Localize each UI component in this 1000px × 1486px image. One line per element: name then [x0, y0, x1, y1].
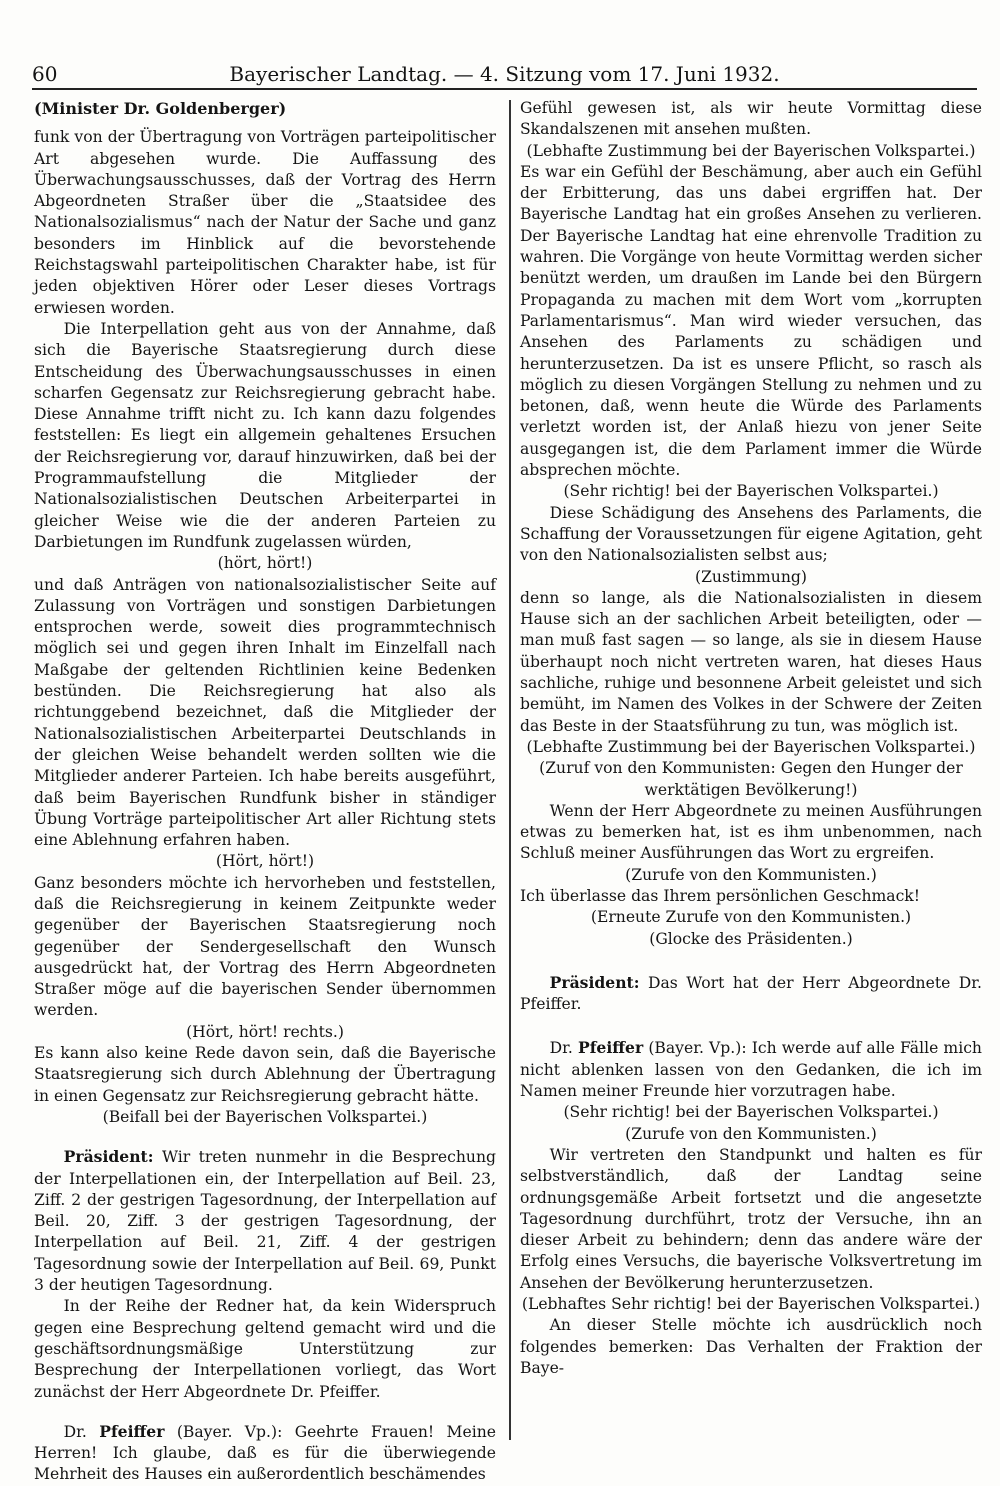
- speech-start: Dr. Pfeiffer (Bayer. Vp.): Ich werde auf alle Fälle mich nicht ablenken lassen von den Gedanken, die ich im Namen meiner Freunde hier vorzutragen habe.: [520, 1038, 982, 1101]
- interjection: (Beifall bei der Bayerischen Volkspartei.): [102, 1107, 428, 1126]
- speaker-label: Präsident:: [549, 972, 640, 992]
- speech-start: Dr. Pfeiffer (Bayer. Vp.): Geehrte Frauen! Meine Herren! Ich glaube, daß es für die überwiegende Mehrheit des Hauses ein außerordentlich beschämendes: [34, 1421, 496, 1484]
- paragraph: Es kann also keine Rede davon sein, daß die Bayerische Staatsregierung sich durch Ablehnung der Übertragung in einen Gegensatz zur Reichsregierung gebracht hätte.: [34, 1044, 496, 1105]
- interjection: (Zurufe von den Kommunisten.): [625, 1124, 877, 1143]
- interjection: (hört, hört!): [217, 554, 313, 573]
- paragraph: Ich überlasse das Ihrem persönlichen Geschmack!: [520, 886, 921, 905]
- speaker-heading: (Minister Dr. Goldenberger): [34, 99, 287, 118]
- president-statement: Präsident: Wir treten nunmehr in die Besprechung der Interpellationen ein, der Interpellation auf Beil. 23, Ziff. 2 der gestrigen Tagesordnung, der Interpellation auf Beil. 20, Ziff. 3 der gestrigen Tagesordnung, der Interpellation auf Beil. 21, Ziff. 4 der gestrigen Tagesordnung sowie der Interpellation auf Beil. 69, Punkt 3 der heutigen Tagesordnung.: [34, 1147, 496, 1295]
- interjection: (Hört, hört! rechts.): [186, 1022, 344, 1041]
- running-title: Bayerischer Landtag. — 4. Sitzung vom 17. Juni 1932.: [229, 62, 780, 86]
- speaker-name: Pfeiffer: [99, 1421, 165, 1441]
- interjection: (Lebhafte Zustimmung bei der Bayerischen Volkspartei.): [526, 141, 976, 160]
- interjection: (Hört, hört!): [215, 852, 315, 871]
- left-column: [34, 98, 496, 1484]
- page-number: 60: [32, 62, 58, 86]
- interjection: (Lebhaftes Sehr richtig! bei der Bayerischen Volkspartei.): [521, 1295, 981, 1314]
- paragraph: Wir vertreten den Standpunkt und halten es für selbstverständlich, daß der Landtag seine ordnungsgemäße Arbeit fortsetzt und die angesetzte Tagesordnung durchführt, trotz der Versuche, ihn an dieser Arbeit zu behindern; denn das andere wäre der Erfolg eines Versuchs, die bayerische Volksvertretung im Ansehen der Bevölkerung herunterzusetzen.: [520, 1145, 982, 1292]
- interjection: (Zustimmung): [695, 567, 807, 586]
- interjection: (Glocke des Präsidenten.): [649, 929, 853, 948]
- interjection: (Lebhafte Zustimmung bei der Bayerischen Volkspartei.): [526, 737, 976, 756]
- interjection: (Erneute Zurufe von den Kommunisten.): [590, 908, 912, 927]
- paragraph: Ganz besonders möchte ich hervorheben und feststellen, daß die Reichsregierung in keinem Zeitpunkte weder gegenüber der Bayerischen Staatsregierung noch gegenüber der Sendergesellschaft den Wunsch ausgedrückt hat, der Vortrag des Herrn Abgeordneten Straßer möge auf die bayerischen Sender übernommen werden.: [34, 873, 496, 1020]
- paragraph: In der Reihe der Redner hat, da kein Widerspruch gegen eine Besprechung geltend gemacht wird und die geschäftsordnungsmäßige Unterstützung zur Besprechung der Interpellationen vorliegt, das Wort zunächst der Herr Abgeordnete Dr. Pfeiffer.: [34, 1297, 496, 1401]
- interjection: (Zurufe von den Kommunisten.): [625, 865, 877, 884]
- page-header: [32, 58, 977, 90]
- speaker-label: Präsident:: [63, 1147, 154, 1167]
- paragraph: Diese Schädigung des Ansehens des Parlaments, die Schaffung der Voraussetzungen für eigene Agitation, geht von den Nationalsozialisten selbst aus;: [520, 503, 982, 565]
- interjection: (Sehr richtig! bei der Bayerischen Volkspartei.): [563, 1103, 939, 1122]
- paragraph: denn so lange, als die Nationalsozialisten in diesem Hause sich an der sachlichen Arbeit beteiligten, oder — man muß fast sagen — so lange, als sie in diesem Hause überhaupt noch nicht vertreten waren, hat dieses Haus sachliche, ruhige und besonnene Arbeit geleistet und sich bemüht, im Namen des Volkes in der Schwere der Zeiten das Beste in der Staatsführung zu tun, was möglich ist.: [520, 588, 982, 735]
- paragraph: An dieser Stelle möchte ich ausdrücklich noch folgendes bemerken: Das Verhalten der Fraktion der Baye-: [520, 1316, 982, 1377]
- column-divider: [509, 100, 511, 1440]
- paragraph: Wenn der Herr Abgeordnete zu meinen Ausführungen etwas zu bemerken hat, ist es ihm unbenommen, nach Schluß meiner Ausführungen das Wort zu ergreifen.: [520, 801, 982, 863]
- paragraph: Die Interpellation geht aus von der Annahme, daß sich die Bayerische Staatsregierung durch diese Entscheidung des Überwachungsausschusses in einen scharfen Gegensatz zur Reichsregierung gebracht habe. Diese Annahme trifft nicht zu. Ich kann dazu folgendes feststellen: Es liegt ein allgemein gehaltenes Ersuchen der Reichsregierung vor, darauf hinzuwirken, daß bei der Programmaufstellung die Mitglieder der Nationalsozialistischen Deutschen Arbeiterpartei in gleicher Weise wie die der anderen Parteien zu Darbietungen im Rundfunk zugelassen würden,: [34, 319, 496, 551]
- speaker-name: Pfeiffer: [577, 1038, 644, 1058]
- paragraph: Gefühl gewesen ist, als wir heute Vormittag diese Skandalszenen mit ansehen mußten.: [520, 99, 982, 139]
- right-column: [520, 98, 982, 1443]
- interjection: (Zuruf von den Kommunisten: Gegen den Hunger der werktätigen Bevölkerung!): [539, 759, 963, 799]
- paragraph: funk von der Übertragung von Vorträgen parteipolitischer Art abgesehen wurde. Die Auffassung des Überwachungsausschusses, daß der Vortrag des Herrn Abgeordneten Straßer über die „Staatsidee des Nationalsozialismus“ nach der Natur der Sache und ganz besonders im Hinblick auf die bevorstehende Reichstagswahl parteipolitischen Charakter habe, ist für jeden objektiven Hörer oder Leser dieses Vortrags erwiesen worden.: [34, 128, 496, 317]
- paragraph: Es war ein Gefühl der Beschämung, aber auch ein Gefühl der Erbitterung, das uns dabei ergriffen hat. Der Bayerische Landtag hat ein großes Ansehen zu verlieren. Der Bayerische Landtag hat eine ehrenvolle Tradition zu wahren. Die Vorgänge von heute Vormittag werden sicher benützt werden, um draußen im Lande bei den Bürgern Propaganda zu machen mit dem Wort vom „korrupten Parlamentarismus“. Man wird wieder versuchen, das Ansehen des Parlaments zu schädigen und herunterzusetzen. Da ist es unsere Pflicht, so rasch als möglich zu diesen Vorgängen Stellung zu nehmen und zu betonen, daß, wenn heute die Würde des Parlaments verletzt worden ist, der Anlaß hiezu von jener Seite ausgegangen ist, die dem Parlament immer die Würde absprechen möchte.: [520, 162, 982, 480]
- president-statement: Präsident: Das Wort hat der Herr Abgeordnete Dr. Pfeiffer.: [520, 972, 982, 1014]
- paragraph: und daß Anträgen von nationalsozialistischer Seite auf Zulassung von Vorträgen und sonstigen Darbietungen entsprochen werde, soweit dies programmtechnisch möglich sei und gegen ihren Inhalt im Einzelfall nach Maßgabe der geltenden Richtlinien keine Bedenken bestünden. Die Reichsregierung hat also als richtunggebend bezeichnet, daß die Mitglieder der Nationalsozialistischen Arbeiterpartei Deutschlands in der gleichen Weise behandelt werden sollten wie die Mitglieder anderer Parteien. Ich habe bereits ausgeführt, daß beim Bayerischen Rundfunk bisher in ständiger Übung Vorträge parteipolitischer Art aller Richtung stets eine Ablehnung erfahren haben.: [34, 575, 496, 850]
- interjection: (Sehr richtig! bei der Bayerischen Volkspartei.): [563, 482, 939, 501]
